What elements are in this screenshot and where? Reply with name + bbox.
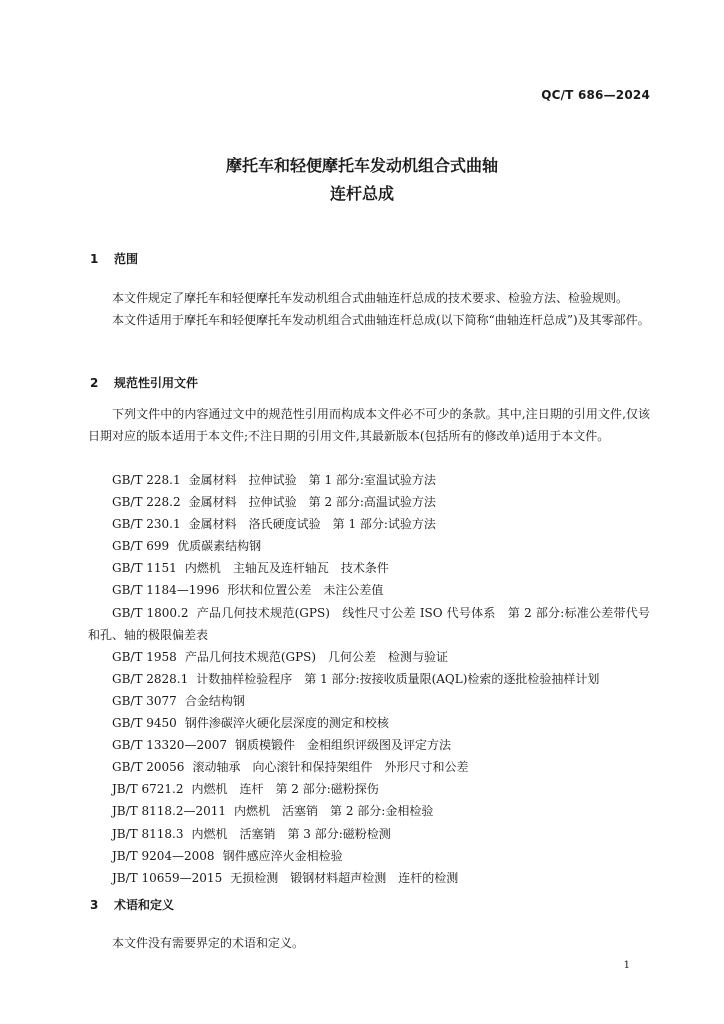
reference-title: 钢件渗碳淬火硬化层深度的测定和校核 — [184, 716, 389, 731]
reference-title: 产品几何技术规范(GPS) 几何公差 检测与验证 — [184, 649, 449, 664]
reference-title: 钢质模锻件 金相组织评级图及评定方法 — [234, 738, 451, 753]
reference-title: 内燃机 活塞销 第 3 部分:磁粉检测 — [191, 826, 391, 841]
reference-title: 计数抽样检验程序 第 1 部分:按接收质量限(AQL)检索的逐批检验抽样计划 — [196, 671, 600, 686]
reference-item — [88, 602, 650, 646]
reference-item — [88, 778, 650, 800]
reference-item — [88, 756, 650, 778]
reference-item — [88, 823, 650, 845]
reference-code: JB/T 8118.3 — [112, 826, 184, 841]
reference-title: 合金结构钢 — [184, 693, 245, 708]
reference-item — [88, 668, 650, 690]
reference-item — [88, 491, 650, 513]
reference-item — [88, 513, 650, 535]
reference-code: JB/T 10659—2015 — [112, 870, 223, 885]
reference-code: JB/T 6721.2 — [112, 782, 184, 797]
reference-item — [88, 535, 650, 557]
document-title-line-1: 摩托车和轻便摩托车发动机组合式曲轴 — [225, 156, 498, 175]
normative-references-list — [88, 469, 650, 889]
reference-code: GB/T 699 — [112, 539, 170, 554]
reference-item — [88, 867, 650, 889]
reference-item — [88, 712, 650, 734]
reference-title: 钢件感应淬火金相检验 — [222, 848, 343, 863]
reference-code: GB/T 3077 — [112, 693, 177, 708]
reference-code: GB/T 2828.1 — [112, 671, 189, 686]
section-2-paragraph-1: 下列文件中的内容通过文中的规范性引用而构成本文件必不可少的条款。其中,注日期的引用文件,仅该日期对应的版本适用于本文件;不注日期的引用文件,其最新版本(包括所有的修改单)适用于本文件。 — [88, 407, 650, 443]
section-1-heading — [90, 250, 138, 267]
document-title — [0, 152, 724, 208]
reference-title: 内燃机 连杆 第 2 部分:磁粉探伤 — [191, 782, 379, 797]
reference-title: 金属材料 洛氏硬度试验 第 1 部分:试验方法 — [188, 517, 436, 532]
reference-item — [88, 646, 650, 668]
reference-code: GB/T 20056 — [112, 760, 185, 775]
section-title: 术语和定义 — [114, 898, 175, 912]
reference-code: GB/T 1184—1996 — [112, 583, 220, 598]
reference-code: GB/T 9450 — [112, 716, 177, 731]
reference-title: 内燃机 主轴瓦及连杆轴瓦 技术条件 — [184, 561, 389, 576]
reference-code: GB/T 1151 — [112, 561, 177, 576]
section-3-paragraph-1: 本文件没有需要界定的术语和定义。 — [112, 936, 305, 950]
reference-item — [88, 469, 650, 491]
reference-item — [88, 800, 650, 822]
reference-item — [88, 845, 650, 867]
reference-code: GB/T 13320—2007 — [112, 738, 227, 753]
reference-title: 金属材料 拉伸试验 第 1 部分:室温试验方法 — [188, 473, 436, 487]
section-3-heading — [90, 896, 174, 913]
reference-code: JB/T 8118.2—2011 — [112, 804, 227, 819]
reference-code: GB/T 1800.2 — [112, 605, 189, 620]
reference-item — [88, 690, 650, 712]
section-number: 2 — [90, 376, 99, 390]
standard-number: QC/T 686—2024 — [541, 88, 650, 102]
section-1-paragraph-1: 本文件规定了摩托车和轻便摩托车发动机组合式曲轴连杆总成的技术要求、检验方法、检验规则。 — [112, 291, 629, 305]
reference-code: GB/T 1958 — [112, 649, 177, 664]
reference-item — [88, 734, 650, 756]
page-number: 1 — [623, 960, 630, 971]
document-title-line-2: 连杆总成 — [329, 184, 394, 203]
section-1-paragraph-2: 本文件适用于摩托车和轻便摩托车发动机组合式曲轴连杆总成(以下简称“曲轴连杆总成”)及其零部件。 — [112, 313, 650, 327]
section-number: 1 — [90, 252, 99, 266]
reference-code: JB/T 9204—2008 — [112, 848, 215, 863]
section-title: 规范性引用文件 — [114, 376, 199, 390]
section-2-heading — [90, 374, 198, 391]
reference-title: 滚动轴承 向心滚针和保持架组件 外形尺寸和公差 — [192, 760, 469, 775]
reference-title: 产品几何技术规范(GPS) 线性尺寸公差 ISO 代号体系 第 2 部分:标准公差带代号和孔、轴的极限偏差表 — [88, 605, 650, 642]
reference-title: 内燃机 活塞销 第 2 部分:金相检验 — [234, 804, 434, 819]
reference-code: GB/T 228.1 — [112, 473, 181, 487]
reference-title: 无损检测 锻钢材料超声检测 连杆的检测 — [230, 870, 459, 885]
reference-item — [88, 557, 650, 579]
reference-code: GB/T 230.1 — [112, 517, 181, 532]
reference-code: GB/T 228.2 — [112, 495, 181, 510]
section-number: 3 — [90, 898, 99, 912]
reference-item — [88, 579, 650, 601]
reference-title: 金属材料 拉伸试验 第 2 部分:高温试验方法 — [188, 495, 436, 510]
section-title: 范围 — [114, 252, 139, 266]
reference-title: 形状和位置公差 未注公差值 — [227, 583, 384, 598]
reference-title: 优质碳素结构钢 — [177, 539, 262, 554]
